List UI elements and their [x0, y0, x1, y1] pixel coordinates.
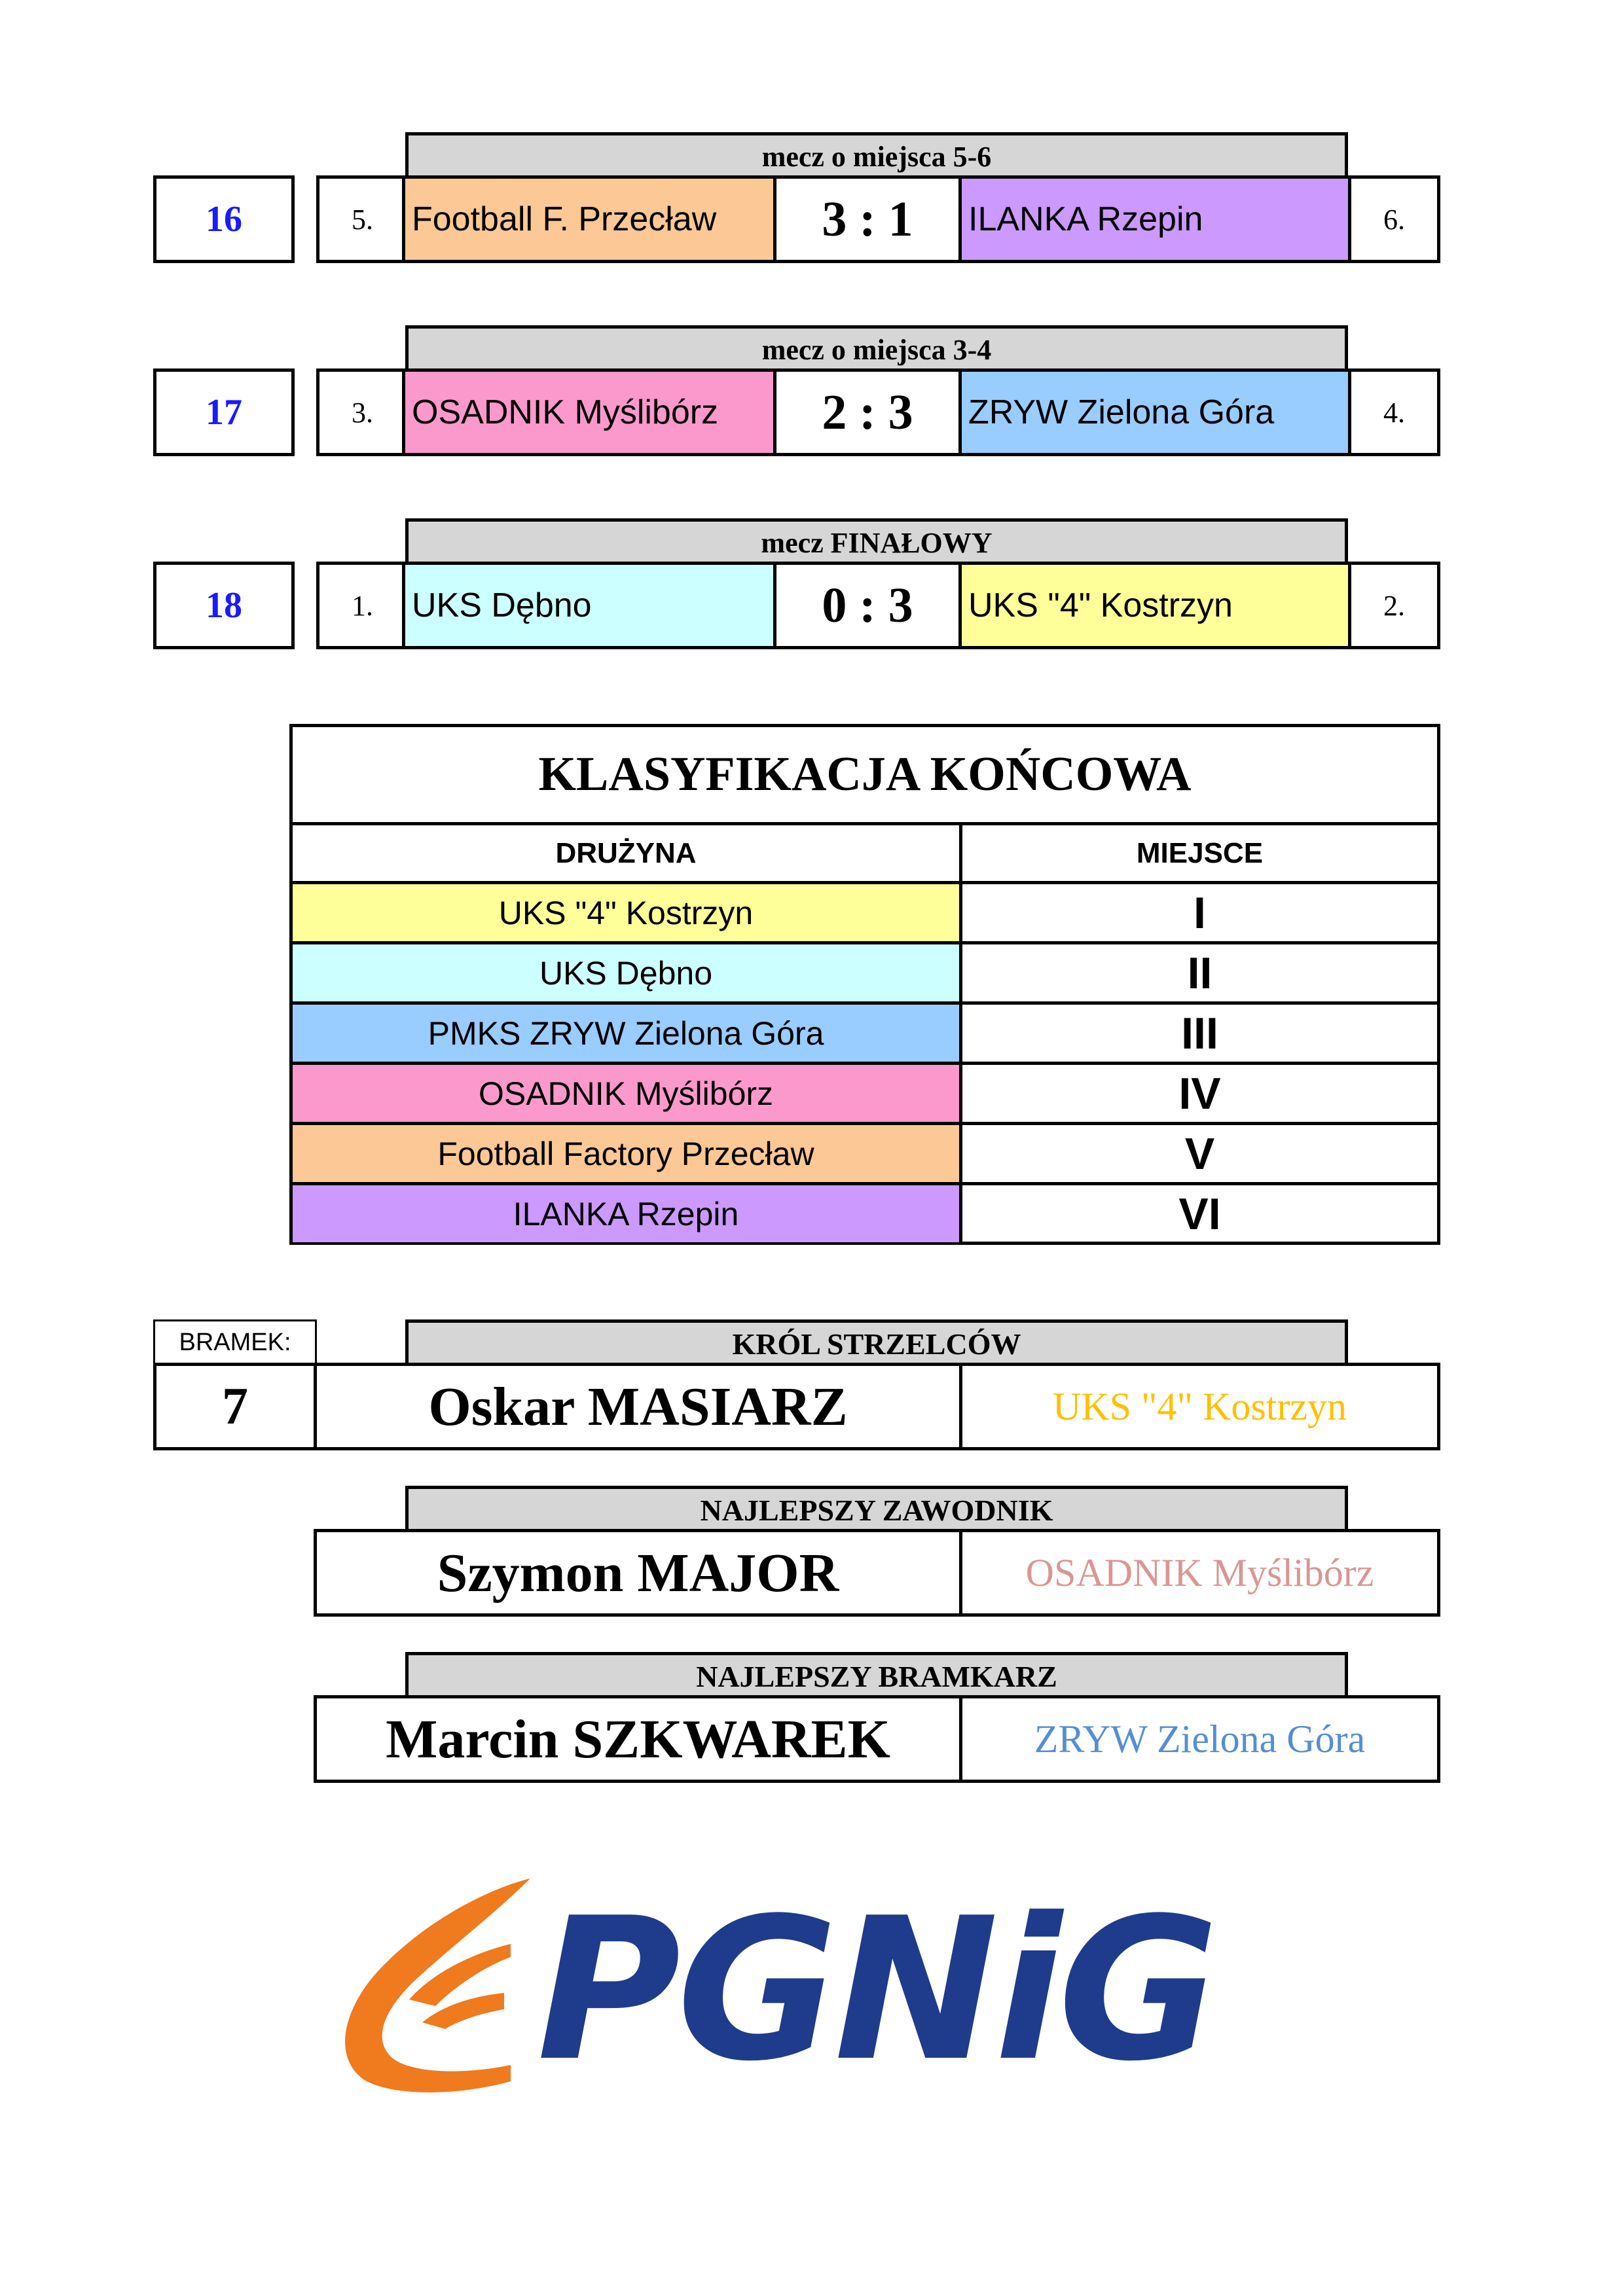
- classification-place: II: [1187, 948, 1213, 998]
- left-place: 1.: [352, 589, 373, 622]
- classification-team: Football Factory Przecław: [293, 1125, 959, 1182]
- match-title: mecz o miejsca 3-4: [405, 325, 1348, 371]
- left-place: 5.: [352, 203, 373, 236]
- award-title: KRÓL STRZELCÓW: [405, 1319, 1348, 1365]
- score: 3 : 1: [822, 191, 913, 247]
- sponsor-logo: [314, 1865, 1270, 2114]
- right-place: 4.: [1383, 396, 1405, 429]
- classification-team: ILANKA Rzepin: [293, 1185, 959, 1242]
- right-place: 6.: [1383, 203, 1405, 236]
- classification-place: V: [1184, 1128, 1215, 1179]
- score: 0 : 3: [822, 577, 913, 633]
- goals-value: 7: [153, 1363, 317, 1450]
- classification-place: IV: [1178, 1068, 1221, 1119]
- player-team: ZRYW Zielona Góra: [1034, 1717, 1366, 1761]
- player-team: UKS "4" Kostrzyn: [1053, 1384, 1347, 1428]
- right-team: UKS "4" Kostrzyn: [958, 562, 1351, 649]
- match-number: 16: [153, 175, 295, 263]
- left-team: Football F. Przecław: [402, 175, 776, 263]
- player-name: Szymon MAJOR: [437, 1542, 839, 1604]
- player-team: OSADNIK Myślibórz: [1025, 1551, 1374, 1594]
- left-team: UKS Dębno: [402, 562, 776, 649]
- left-place: 3.: [352, 396, 373, 429]
- left-team: OSADNIK Myślibórz: [402, 368, 776, 456]
- match-number: 17: [153, 368, 295, 456]
- classification-team: PMKS ZRYW Zielona Góra: [293, 1005, 959, 1062]
- logo-wordmark: PGNiG: [537, 1875, 1216, 2104]
- classification-place: VI: [1178, 1189, 1221, 1239]
- player-name: Oskar MASIARZ: [428, 1376, 848, 1437]
- right-team: ILANKA Rzepin: [958, 175, 1351, 263]
- player-name: Marcin SZKWAREK: [386, 1708, 890, 1770]
- goals-label: BRAMEK:: [153, 1319, 317, 1364]
- right-team: ZRYW Zielona Góra: [958, 368, 1351, 456]
- column-header-place: MIEJSCE: [1136, 836, 1264, 869]
- right-place: 2.: [1383, 589, 1405, 622]
- classification-team: UKS "4" Kostrzyn: [293, 884, 959, 941]
- classification-place: III: [1181, 1008, 1218, 1058]
- match-title: mecz o miejsca 5-6: [405, 132, 1348, 178]
- award-title: NAJLEPSZY BRAMKARZ: [405, 1652, 1348, 1698]
- classification-team: UKS Dębno: [293, 944, 959, 1001]
- classification-title: KLASYFIKACJA KOŃCOWA: [538, 747, 1192, 801]
- column-header-team: DRUŻYNA: [555, 836, 697, 869]
- match-title: mecz FINAŁOWY: [405, 518, 1348, 564]
- score: 2 : 3: [822, 384, 913, 440]
- award-title: NAJLEPSZY ZAWODNIK: [405, 1486, 1348, 1532]
- classification-team: OSADNIK Myślibórz: [293, 1065, 959, 1122]
- classification-place: I: [1194, 888, 1206, 938]
- match-number: 18: [153, 562, 295, 649]
